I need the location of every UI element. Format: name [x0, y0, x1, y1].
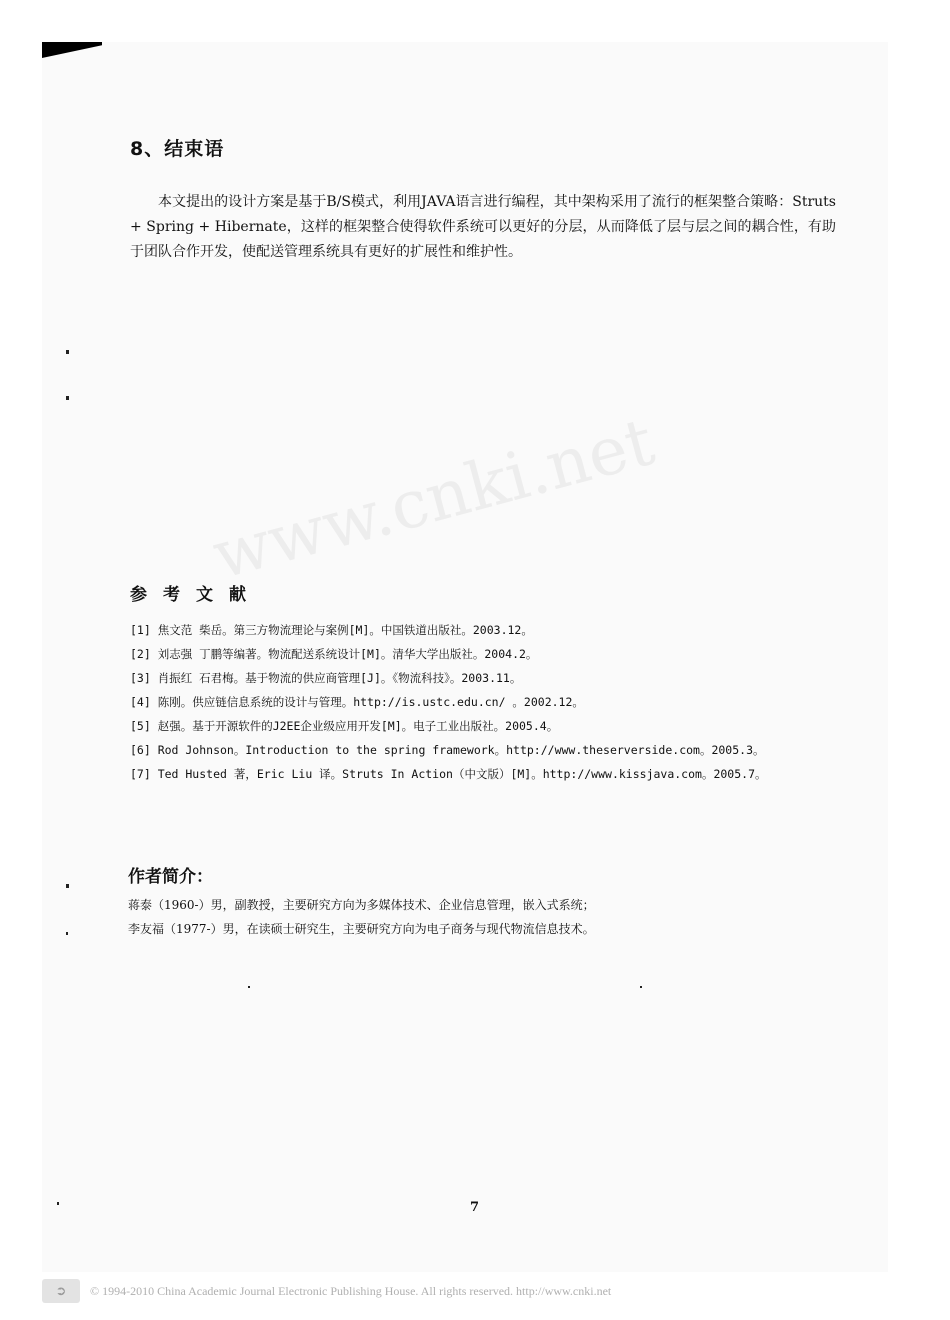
- reference-list: [130, 618, 767, 786]
- cnki-logo-icon: ➲: [42, 1279, 80, 1303]
- scan-speck: [66, 350, 69, 354]
- reference-item: [1] 焦文范 柴岳。第三方物流理论与案例[M]。中国铁道出版社。2003.12。: [130, 623, 533, 637]
- scan-speck: [57, 1202, 59, 1205]
- reference-item: [3] 肖振红 石君梅。基于物流的供应商管理[J]。《物流科技》。2003.11。: [130, 671, 522, 685]
- references-heading: 参考文献: [130, 585, 262, 605]
- section-heading: 8、结束语: [130, 138, 225, 160]
- reference-item: [4] 陈刚。供应链信息系统的设计与管理。http://is.ustc.edu.cn/ 。2002.12。: [130, 695, 584, 709]
- reference-item: [6] Rod Johnson。Introduction to the spring framework。http://www.theserverside.com。2005.3。: [130, 743, 765, 757]
- conclusion-paragraph: 本文提出的设计方案是基于B/S模式，利用JAVA语言进行编程，其中架构采用了流行的框架整合策略：Struts + Spring + Hibernate，这样的框架整合使得软件系统可以更好的分层，从而降低了层与层之间的耦合性，有助于团队合作开发，使配送管理系统具有更好的扩展性和维护性。: [130, 194, 836, 260]
- reference-item: [7] Ted Husted 著，Eric Liu 译。Struts In Action（中文版）[M]。http://www.kissjava.com。2005.7。: [130, 767, 767, 781]
- scan-speck: [640, 986, 642, 988]
- author-bio: [128, 893, 595, 941]
- author-bio-line: 蒋泰（1960-）男，副教授，主要研究方向为多媒体技术、企业信息管理，嵌入式系统；: [128, 898, 595, 912]
- page-number: 7: [470, 1200, 480, 1215]
- scan-speck: [66, 396, 69, 400]
- reference-item: [5] 赵强。基于开源软件的J2EE企业级应用开发[M]。电子工业出版社。2005.4。: [130, 719, 559, 733]
- author-bio-line: 李友福（1977-）男，在读硕士研究生，主要研究方向为电子商务与现代物流信息技术。: [128, 922, 595, 936]
- copyright-text: © 1994-2010 China Academic Journal Electronic Publishing House. All rights reserved. http://www.cnki.net: [90, 1283, 612, 1298]
- author-bio-heading: 作者简介：: [128, 867, 213, 887]
- reference-item: [2] 刘志强 丁鹏等编著。物流配送系统设计[M]。清华大学出版社。2004.2。: [130, 647, 538, 661]
- scan-speck: [66, 932, 68, 935]
- copyright-footer: [42, 1278, 888, 1304]
- watermark-text: www.cnki.net: [205, 402, 662, 595]
- scan-speck: [248, 986, 250, 988]
- scan-speck: [66, 884, 69, 888]
